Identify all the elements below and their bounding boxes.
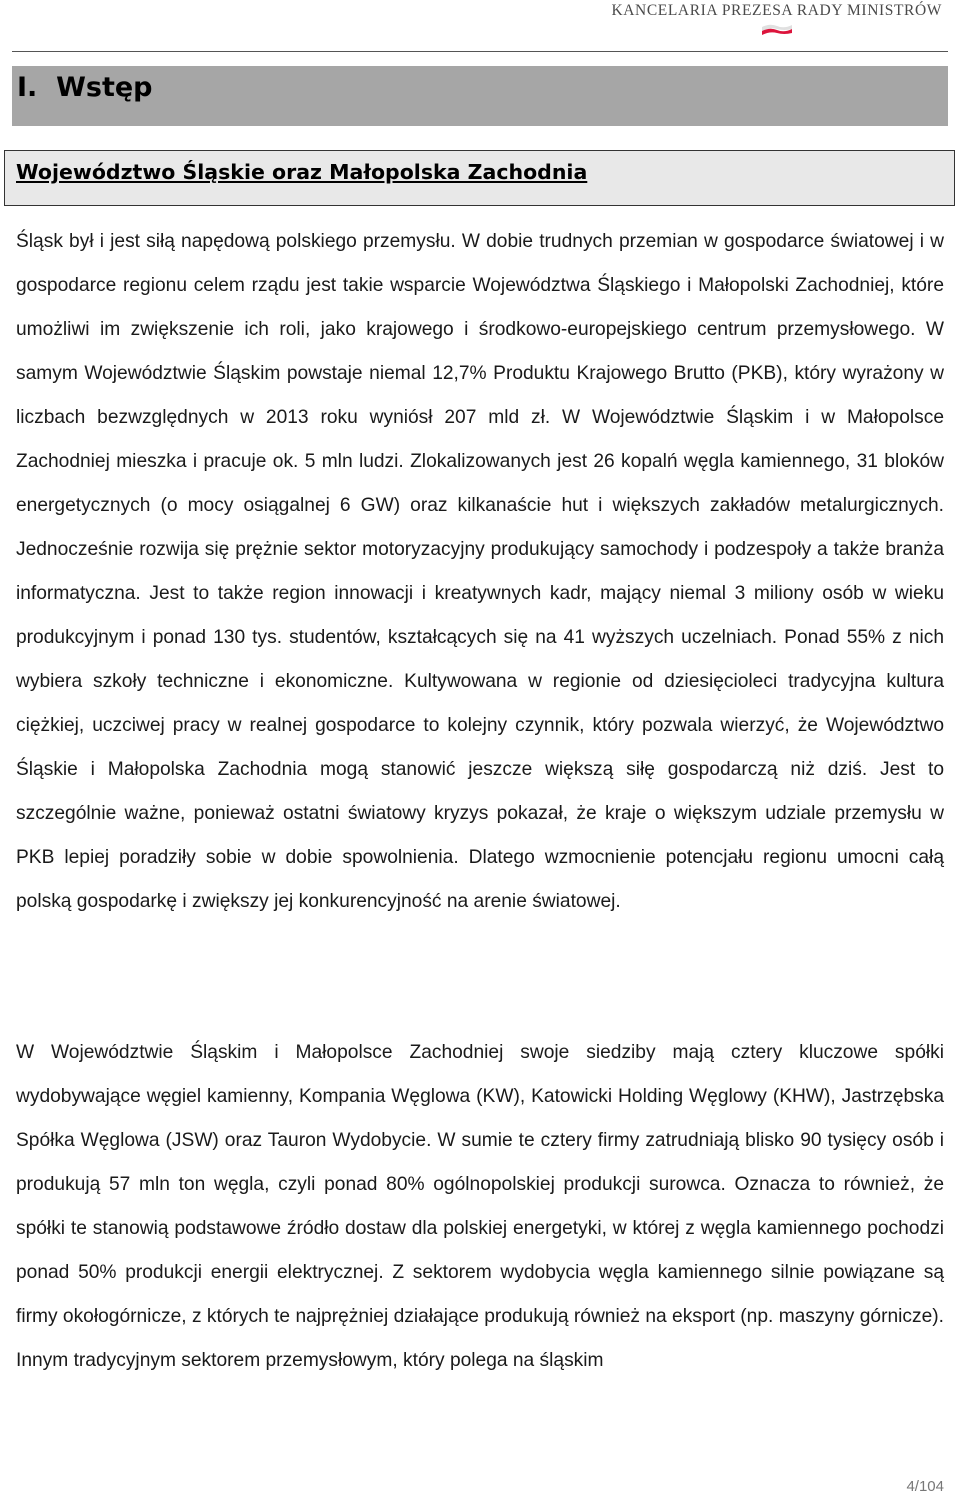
page-number: 4/104 xyxy=(906,1478,944,1495)
polish-flag-icon xyxy=(762,23,792,35)
chapter-title: I. Wstęp xyxy=(17,72,153,103)
section-title: Województwo Śląskie oraz Małopolska Zachodnia xyxy=(16,160,588,184)
body-paragraph-1: Śląsk był i jest siłą napędową polskiego przemysłu. W dobie trudnych przemian w gospodarce światowej i w gospodarce regionu celem rządu jest takie wsparcie Województwa Śląskiego i Małopolski Zachodniej, które umożliwi im zwiększenie ich roli, jako krajowego i środkowo-europejskiego centrum przemysłowego. W samym Województwie Śląskim powstaje niemal 12,7% Produktu Krajowego Brutto (PKB), który wyrażony w liczbach bezwzględnych w 2013 roku wyniósł 207 mld zł. W Województwie Śląskim i w Małopolsce Zachodniej mieszka i pracuje ok. 5 mln ludzi. Zlokalizowanych jest 26 kopalń węgla kamiennego, 31 bloków energetycznych (o mocy osiągalnej 6 GW) oraz kilkanaście hut i większych zakładów metalurgicznych. Jednocześnie rozwija się prężnie sektor motoryzacyjny produkujący samochody i podzespoły a także branża informatyczna. Jest to także region innowacji i kreatywnych kadr, mający niemal 3 miliony osób w wieku produkcyjnym i ponad 130 tys. studentów, kształcących się na 41 wyższych uczelniach. Ponad 55% z nich wybiera szkoły techniczne i ekonomiczne. Kultywowana w regionie od dziesięcioleci tradycyjna kultura ciężkiej, uczciwej pracy w realnej gospodarce to kolejny czynnik, który pozwala wierzyć, że Województwo Śląskie i Małopolska Zachodnia mogą stanowić jeszcze większą siłę gospodarczą niż dziś. Jest to szczególnie ważne, ponieważ ostatni światowy kryzys pokazał, że kraje o większym udziale przemysłu w PKB lepiej poradziły sobie w dobie spowolnienia. Dlatego wzmocnienie potencjału regionu umocni całą polską gospodarkę i zwiększy jej konkurencyjność na arenie światowej. xyxy=(16,231,944,912)
header-logo xyxy=(611,2,942,35)
body-paragraph-2: W Województwie Śląskim i Małopolsce Zachodniej swoje siedziby mają cztery kluczowe spółki wydobywające węgiel kamienny, Kompania Węglowa (KW), Katowicki Holding Węglowy (KHW), Jastrzębska Spółka Węglowa (JSW) oraz Tauron Wydobycie. W sumie te cztery firmy zatrudniają blisko 90 tysięcy osób i produkują 57 mln ton węgla, czyli ponad 80% ogólnopolskiej produkcji surowca. Oznacza to również, że spółki te stanowią podstawowe źródło dostaw dla polskiej energetyki, w której z węgla kamiennego pochodzi ponad 50% produkcji energii elektrycznej. Z sektorem wydobycia węgla kamiennego silnie powiązane są firmy okołogórnicze, z których te najprężniej działające produkują również na eksport (np. maszyny górnicze). Innym tradycyjnym sektorem przemysłowym, który polega na śląskim xyxy=(16,1042,944,1371)
logo-text: KANCELARIA PREZESA RADY MINISTRÓW xyxy=(611,2,942,19)
header-rule xyxy=(12,51,948,52)
